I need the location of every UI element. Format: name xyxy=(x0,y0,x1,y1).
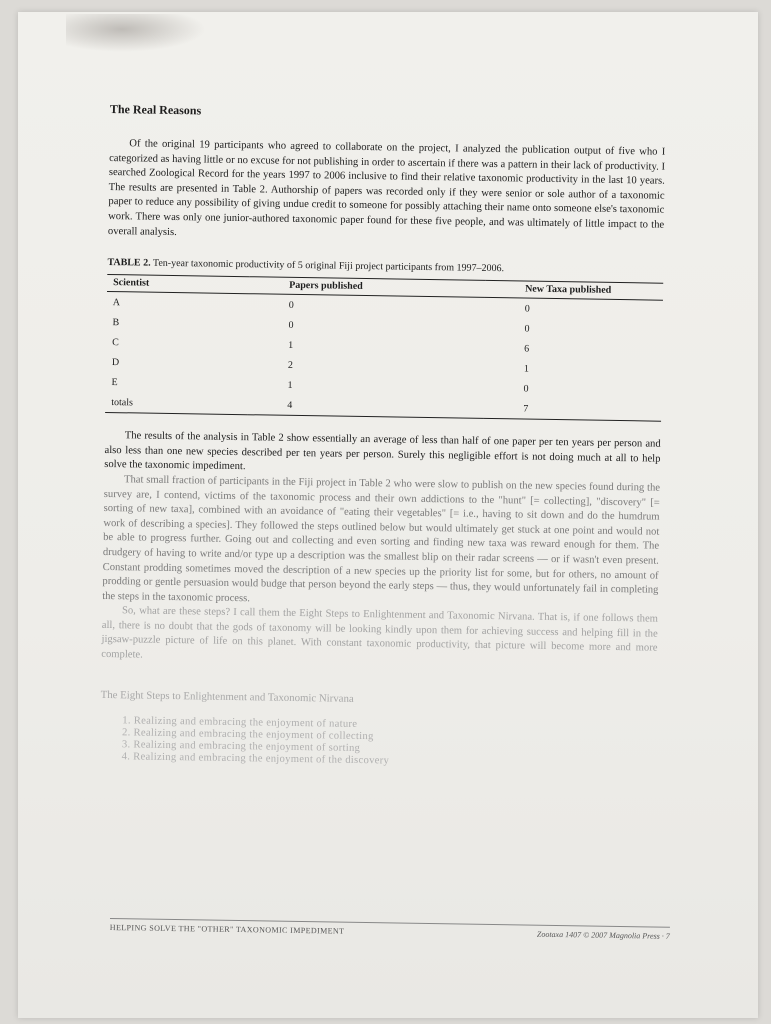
steps-intro-paragraph: So, what are these steps? I call them the Eight Steps to Enlightenment and Taxonomic Nirvana. That is, if one follows them all, there is no doubt that the gods of taxonomy will be looking kindly upon them for achieving success and helping fill in the jigsaw-puzzle picture of life on this planet. With constant taxonomic productivity, that picture will become more and more complete. xyxy=(101,605,659,661)
cell-papers: 0 xyxy=(288,319,294,331)
cell-papers: 1 xyxy=(287,379,293,391)
cell-scientist: E xyxy=(111,376,118,388)
cell-scientist: totals xyxy=(105,392,247,415)
list-item: 3. Realizing and embracing the enjoyment of sorting xyxy=(121,738,361,754)
cell-scientist: B xyxy=(112,316,120,328)
cell-new-taxa: 0 xyxy=(524,323,530,335)
running-title: HELPING SOLVE THE "OTHER" TAXONOMIC IMPEDIMENT xyxy=(109,922,345,936)
journal-citation: Zootaxa 1407 © 2007 Magnolia Press · 7 xyxy=(536,929,670,941)
cell-new-taxa: 0 xyxy=(524,303,530,315)
page-content xyxy=(100,102,666,771)
table-caption-text: Ten-year taxonomic productivity of 5 original Fiji project participants from 1997–2006. xyxy=(152,257,505,275)
cell-papers: 0 xyxy=(288,299,294,311)
cell-scientist: D xyxy=(111,356,120,368)
list-item: 2. Realizing and embracing the enjoyment of collecting xyxy=(122,726,374,742)
cell-papers: 4 xyxy=(247,394,483,418)
productivity-table xyxy=(105,274,663,422)
header-scientist: Scientist xyxy=(107,275,249,294)
table-caption xyxy=(107,257,663,277)
cell-new-taxa: 7 xyxy=(483,398,661,421)
header-papers: Papers published xyxy=(249,277,485,298)
cell-scientist: A xyxy=(112,296,121,308)
results-paragraph: The results of the analysis in Table 2 show essentially an average of less than half of one paper per ten years per person and also less than one new species described per ten years per person. Surely this negligible effort is not doing much at all to help solve the taxonomic impediment. xyxy=(104,430,661,473)
steps-heading: The Eight Steps to Enlightenment and Taxonomic Nirvana xyxy=(100,688,354,705)
section-title: The Real Reasons xyxy=(109,102,202,118)
steps-list xyxy=(100,715,657,772)
list-item: 1. Realizing and embracing the enjoyment of nature xyxy=(122,714,358,730)
cell-scientist: C xyxy=(112,336,119,348)
page-footer xyxy=(110,918,670,941)
cell-new-taxa: 0 xyxy=(523,383,529,395)
discussion-paragraph: That small fraction of participants in the Fiji project in Table 2 who were slow to publish on the new species found during the survey are, I contend, victims of the taxonomic process and their own addictions to the "hunt" [= collecting], "discovery" [= sorting of new taxa], combined with an avoidance of "eating their vegetables" [= i.e., having to sit down and do the humdrum work of describing a species]. They followed the steps outlined below but would ultimately get stuck at one point and would not be able to progress further. Going out and collecting and even sorting and finding new taxa was reward enough for them. The drudgery of having to write and/or type up a description was the smallest blip on their radar screens — or if wasn't even present. Constant prodding sometimes moved the description of a new species up the priority list for some, but for others, no amount of prodding or gentle persuasion would budge that person beyond the early steps — thus, they would unfortunately fail in completing the steps in the taxonomic process. xyxy=(102,474,661,604)
scan-smudge xyxy=(66,14,206,52)
cell-papers: 1 xyxy=(288,339,294,351)
cell-new-taxa: 6 xyxy=(524,343,530,355)
cell-new-taxa: 1 xyxy=(523,363,529,375)
cell-papers: 2 xyxy=(287,359,293,371)
list-item: 4. Realizing and embracing the enjoyment of the discovery xyxy=(121,750,390,767)
intro-paragraph: Of the original 19 participants who agreed to collaborate on the project, I analyzed the publication output of five who I categorized as having little or no excuse for not publishing in order to ascertain if there was a pattern in their lack of productivity. I searched Zoological Record for the years 1997 to 2006 inclusive to find their relative taxonomic productivity in the last 10 years. The results are presented in Table 2. Authorship of papers was recorded only if they were senior or sole author of a taxonomic paper to reduce any possibility of giving undue credit to someone for possibly attaching their name onto someone else's taxonomic work. There was only one junior-authored taxonomic paper found for these five people, and was ultimately of little impact to the overall analysis. xyxy=(107,138,666,238)
header-new-taxa: New Taxa published xyxy=(485,281,663,301)
document-page xyxy=(18,12,758,1018)
table-caption-label: TABLE 2. xyxy=(107,257,151,269)
